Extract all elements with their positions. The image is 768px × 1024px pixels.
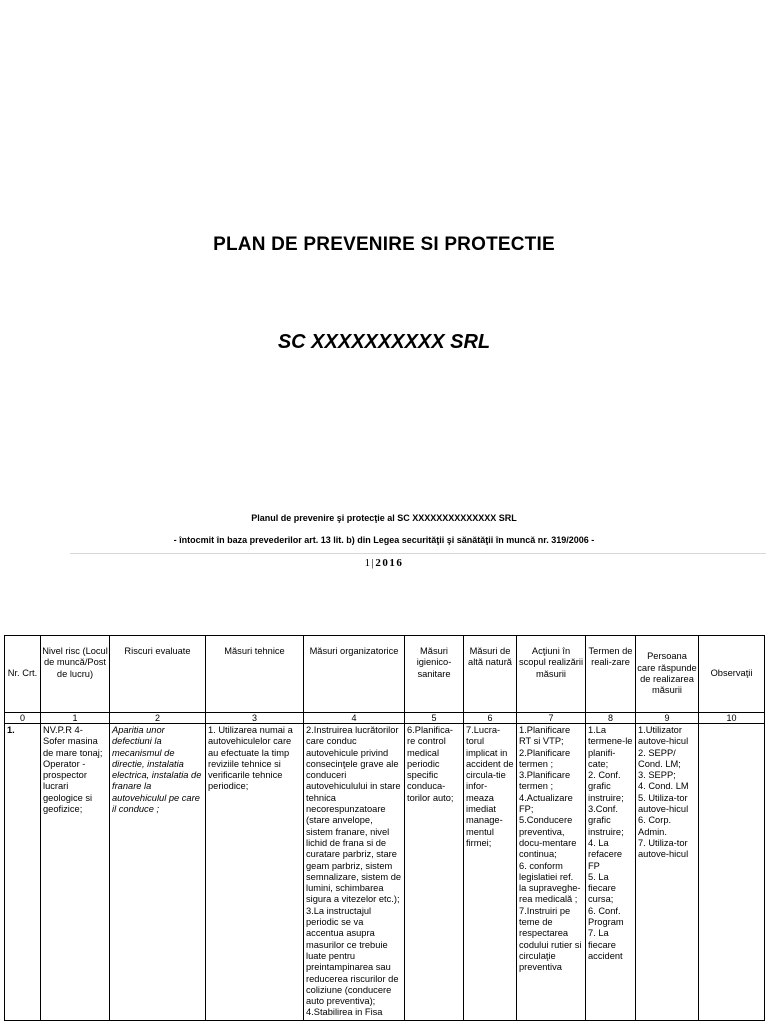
deadline-item: 3.Conf. grafic instruire; — [588, 804, 624, 837]
cell-observatii — [699, 724, 765, 1021]
company-name: SC XXXXXXXXXX SRL — [277, 331, 491, 353]
column-number: 4 — [304, 713, 405, 724]
header-masuri-tehnice: Măsuri tehnice — [206, 636, 304, 713]
cell-masuri-alta: 7.Lucra-torul implicat in accident de circula-tie infor-meaza imediat manage-mentul firmei; — [464, 724, 517, 1021]
page-header-subtitle: - întocmit în baza prevederilor art. 13 lit. b) din Legea securităţii şi sănătăţii în muncă nr. 319/2006 - — [173, 535, 595, 545]
action-item: 4.Actualizare FP; — [519, 792, 573, 815]
column-number: 2 — [110, 713, 206, 724]
column-number: 0 — [5, 713, 41, 724]
cell-nivel-risc: NV.P.R 4- Sofer masina de mare tonaj; Operator - prospector lucrari geologice si geofizice; — [41, 724, 110, 1021]
column-number: 7 — [517, 713, 586, 724]
deadline-item: 5. La fiecare cursa; — [588, 871, 616, 905]
action-item: 7.Instruiri pe teme de respectarea codului rutier si circulaţie preventiva — [519, 905, 582, 973]
header-persoana: Persoana care răspunde de realizarea măsurii — [636, 636, 699, 713]
responsible-item: 4. Cond. LM — [638, 781, 689, 792]
cell-nr: 1. — [5, 724, 41, 1021]
cell-persoana — [636, 724, 699, 1021]
responsible-item: 2. SEPP/ Cond. LM; — [638, 747, 681, 769]
responsible-item: 3. SEPP; — [638, 770, 676, 781]
table-header-row — [5, 636, 765, 713]
action-item: 6. conform legislatiei ref. la supraveghe-rea medicală ; — [519, 860, 581, 905]
organizational-measure: 3.La instructajul periodic se va accentua asupra masurilor ce trebuie luate pentru preintampinarea sau reducerea riscurilor de coliziune (conducere auto preventiva); — [306, 905, 399, 1007]
header-nivel-risc: Nivel risc (Locul de muncă/Post de lucru) — [41, 636, 110, 713]
organizational-measure: 4.Stabilirea in Fisa — [306, 1007, 383, 1018]
header-masuri-alta: Măsuri de altă natură — [464, 636, 517, 713]
header-observatii: Observaţii — [699, 636, 765, 713]
action-item: 3.Planificare termen ; — [519, 770, 571, 792]
page-year: 2016 — [375, 557, 404, 569]
cell-masuri-igienico: 6.Planifica-re control medical periodic specific conduca-torilor auto; — [405, 724, 464, 1021]
organizational-measure: 2.Instruirea lucrătorilor care conduc autovehicule privind consecinţele grave ale conduceri autovehiculului in stare tehnica necorespunzatoare (stare anvelope, sistem franare, nivel lichid de frana si de curatare parbriz, stare geam parbriz, sistem semnalizare, sistem de lumini, schimbarea sigura a vitezelor etc.); — [306, 725, 402, 905]
cell-riscuri: Aparitia unor defectiuni la mecanismul de directie, instalatia electrica, instalatia de franare la autovehiculul pe care il conduce ; — [110, 724, 206, 1021]
action-item: 2.Planificare termen ; — [519, 747, 571, 769]
column-number: 1 — [41, 713, 110, 724]
page-number — [0, 557, 768, 569]
cell-masuri-organizatorice — [304, 724, 405, 1021]
table-row — [5, 724, 765, 1021]
column-number: 5 — [405, 713, 464, 724]
column-number-row — [5, 713, 765, 724]
cell-termen — [586, 724, 636, 1021]
page-header-title: Planul de prevenire şi protecţie al SC XXXXXXXXXXXXXX SRL — [251, 513, 517, 523]
deadline-item: 1.La termene-le planifi-cate; — [588, 725, 633, 769]
responsible-item: 1.Utilizator autove-hicul — [638, 725, 689, 747]
document-title: PLAN DE PREVENIRE SI PROTECTIE — [213, 234, 555, 255]
header-nr-crt: Nr. Crt. — [5, 636, 41, 713]
action-item: 5.Conducere preventiva, docu-mentare continua; — [519, 815, 577, 860]
cell-actiuni — [517, 724, 586, 1021]
page-separator: | — [371, 557, 376, 569]
column-number: 10 — [699, 713, 765, 724]
action-item: 1.Planificare RT si VTP; — [519, 725, 571, 747]
header-divider — [70, 553, 766, 554]
deadline-item: 2. Conf. grafic instruire; — [588, 770, 624, 803]
responsible-item: 5. Utiliza-tor autove-hicul — [638, 792, 689, 815]
cell-masuri-tehnice: 1. Utilizarea numai a autovehiculelor care au efectuate la timp reviziile tehnice si verificarile tehnice periodice; — [206, 724, 304, 1021]
page-number-value: 1 — [364, 557, 372, 569]
prevention-plan-table — [4, 635, 765, 1021]
header-masuri-organizatorice: Măsuri organizatorice — [304, 636, 405, 713]
header-riscuri: Riscuri evaluate — [110, 636, 206, 713]
deadline-item: 6. Conf. Program — [588, 905, 624, 928]
column-number: 6 — [464, 713, 517, 724]
column-number: 3 — [206, 713, 304, 724]
column-number: 8 — [586, 713, 636, 724]
header-masuri-igienico: Măsuri igienico-sanitare — [405, 636, 464, 713]
header-actiuni: Acţiuni în scopul realizării măsurii — [517, 636, 586, 713]
responsible-item: 6. Corp. Admin. — [638, 815, 672, 837]
header-termen: Termen de reali-zare — [586, 636, 636, 713]
deadline-item: 4. La refacere FP — [588, 837, 623, 871]
deadline-item: 7. La fiecare accident — [588, 928, 623, 961]
responsible-item: 7. Utiliza-tor autove-hicul — [638, 837, 689, 860]
column-number: 9 — [636, 713, 699, 724]
